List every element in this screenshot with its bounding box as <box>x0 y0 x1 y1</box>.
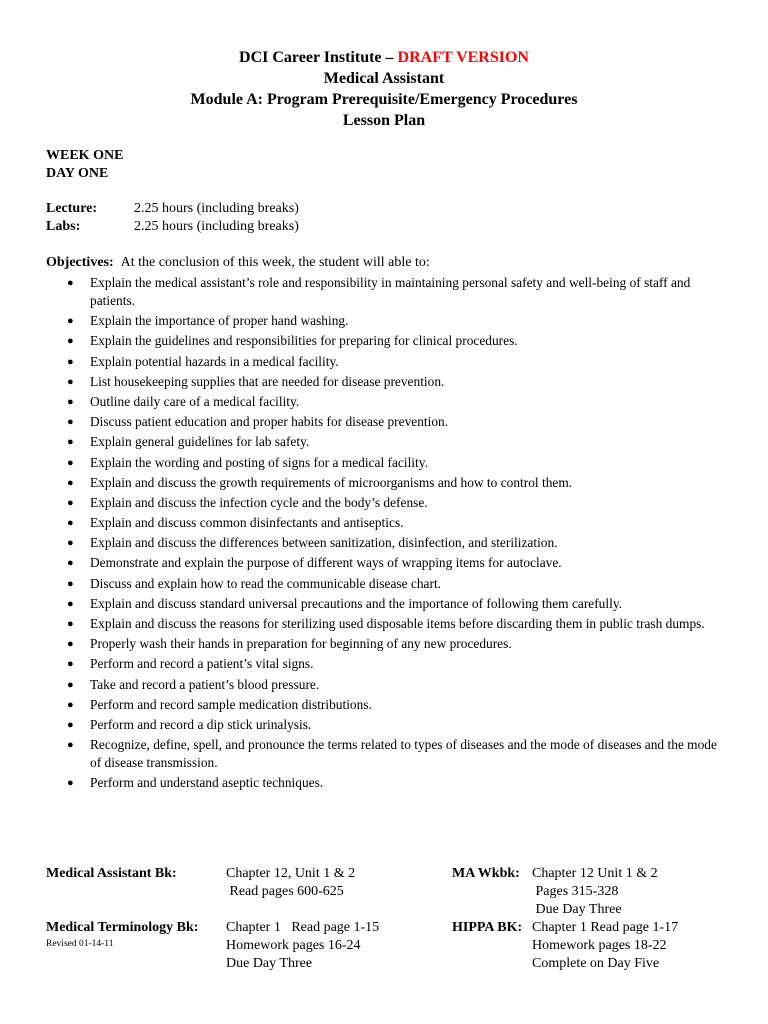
objective-text: Perform and understand aseptic techniques. <box>90 775 324 791</box>
medical-terminology-book-label: Medical Terminology Bk: <box>46 920 199 935</box>
bullet-icon: ● <box>67 277 74 289</box>
objective-text: Properly wash their hands in preparation for beginning of any new procedures. <box>90 636 512 652</box>
document-header <box>0 47 768 131</box>
ma-workbook-label: MA Wkbk: <box>452 866 520 881</box>
lecture-row <box>46 201 299 217</box>
bullet-icon: ● <box>67 476 74 489</box>
bullet-icon: ● <box>67 658 74 671</box>
institute-name: DCI Career Institute – <box>239 49 398 66</box>
labs-value: 2.25 hours (including breaks) <box>134 219 299 234</box>
bullet-icon: ● <box>67 335 74 348</box>
book-detail-line: Chapter 1 Read page 1-15 <box>226 920 380 935</box>
objectives-label: Objectives: <box>46 255 114 270</box>
hippa-book-label: HIPPA BK: <box>452 920 523 935</box>
labs-label: Labs: <box>46 219 81 234</box>
objective-item <box>46 514 726 532</box>
objective-text: Explain and discuss standard universal precautions and the importance of following them carefully. <box>90 595 622 611</box>
bullet-icon: ● <box>67 777 74 790</box>
objective-item <box>46 716 726 734</box>
objective-text: Perform and record sample medication distributions. <box>90 696 372 712</box>
bullet-icon: ● <box>67 577 74 590</box>
bullet-icon: ● <box>67 315 74 328</box>
book-detail-line: Pages 315-328 <box>532 884 619 899</box>
bullet-icon: ● <box>67 517 74 530</box>
bullet-icon: ● <box>67 416 74 429</box>
objective-text: Explain the importance of proper hand washing. <box>90 313 349 329</box>
objective-text: Explain and discuss the infection cycle and the body’s defense. <box>90 494 428 510</box>
objective-text: Recognize, define, spell, and pronounce the terms related to types of diseases and the mode of diseases and the mode of disease transmission. <box>90 737 717 771</box>
objective-item <box>46 615 726 633</box>
bullet-icon: ● <box>67 496 74 509</box>
objective-item <box>46 353 726 371</box>
book-detail-line: Due Day Three <box>532 902 622 917</box>
bullet-icon: ● <box>67 698 74 711</box>
objective-item <box>46 494 726 512</box>
objective-text: Explain and discuss the differences between sanitization, disinfection, and sterilization. <box>90 535 558 551</box>
objective-item <box>46 676 726 694</box>
hippa-book-details <box>532 919 678 973</box>
day-heading: DAY ONE <box>46 166 109 181</box>
objective-item <box>46 393 726 411</box>
bullet-icon: ● <box>67 618 74 630</box>
objectives-list <box>46 274 726 795</box>
bullet-icon: ● <box>67 597 74 610</box>
objective-text: Explain the wording and posting of signs for a medical facility. <box>90 454 428 470</box>
draft-version-label: DRAFT VERSION <box>397 49 529 66</box>
program-title: Medical Assistant <box>323 70 445 87</box>
medical-assistant-book-details <box>226 865 355 901</box>
medical-assistant-book-label: Medical Assistant Bk: <box>46 866 177 881</box>
objective-item <box>46 595 726 613</box>
objective-text: Explain and discuss the growth requirements of microorganisms and how to control them. <box>90 474 573 490</box>
bullet-icon: ● <box>67 678 74 691</box>
objective-text: Discuss and explain how to read the communicable disease chart. <box>90 575 442 591</box>
objective-item <box>46 274 726 310</box>
objective-item <box>46 696 726 714</box>
objective-text: Explain general guidelines for lab safety. <box>90 434 310 450</box>
bullet-icon: ● <box>67 557 74 570</box>
objective-text: List housekeeping supplies that are needed for disease prevention. <box>90 373 445 389</box>
objective-item <box>46 332 726 350</box>
objectives-heading <box>46 255 430 271</box>
week-heading: WEEK ONE <box>46 148 124 163</box>
module-title: Module A: Program Prerequisite/Emergency Procedures <box>190 91 578 108</box>
book-detail-line: Chapter 1 Read page 1-17 <box>532 920 679 935</box>
objective-item <box>46 655 726 673</box>
book-detail-line: Homework pages 18-22 <box>532 938 667 953</box>
bullet-icon: ● <box>67 537 74 550</box>
book-detail-line: Chapter 12, Unit 1 & 2 <box>226 866 356 881</box>
revision-date: Revised 01-14-11 <box>46 939 114 949</box>
bullet-icon: ● <box>67 739 74 752</box>
objective-item <box>46 474 726 492</box>
book-detail-line: Homework pages 16-24 <box>226 938 361 953</box>
labs-row <box>46 219 299 235</box>
objective-item <box>46 433 726 451</box>
objective-item <box>46 774 726 792</box>
objective-item <box>46 534 726 552</box>
objective-text: Explain the guidelines and responsibilities for preparing for clinical procedures. <box>90 333 518 349</box>
book-detail-line: Due Day Three <box>226 956 313 971</box>
bullet-icon: ● <box>67 395 74 408</box>
objective-text: Explain potential hazards in a medical facility. <box>90 353 339 369</box>
objective-item <box>46 554 726 572</box>
objective-text: Explain and discuss the reasons for sterilizing used disposable items before discarding them in public trash dumps. <box>90 616 705 631</box>
lecture-value: 2.25 hours (including breaks) <box>134 201 299 216</box>
bullet-icon: ● <box>67 355 74 368</box>
objective-text: Outline daily care of a medical facility. <box>90 393 300 409</box>
book-detail-line: Chapter 12 Unit 1 & 2 <box>532 866 658 881</box>
objective-text: Perform and record a patient’s vital signs. <box>90 656 314 672</box>
objective-item <box>46 736 726 772</box>
bullet-icon: ● <box>67 436 74 449</box>
objective-text: Explain and discuss common disinfectants and antiseptics. <box>90 515 404 531</box>
objective-text: Perform and record a dip stick urinalysis. <box>90 716 312 732</box>
objective-item <box>46 575 726 593</box>
medical-terminology-book-details <box>226 919 379 973</box>
objectives-intro: At the conclusion of this week, the student will able to: <box>120 255 430 270</box>
ma-workbook-details <box>532 865 658 919</box>
objective-item <box>46 373 726 391</box>
doc-type-title: Lesson Plan <box>342 112 426 129</box>
bullet-icon: ● <box>67 718 74 731</box>
objective-text: Explain the medical assistant’s role and responsibility in maintaining personal safety and well-being of staff and patients. <box>90 275 691 308</box>
lecture-label: Lecture: <box>46 201 98 216</box>
objective-item <box>46 635 726 653</box>
institute-title-line <box>0 47 768 68</box>
book-detail-line: Read pages 600-625 <box>226 884 344 899</box>
bullet-icon: ● <box>67 375 74 388</box>
book-detail-line: Complete on Day Five <box>532 956 660 971</box>
objective-item <box>46 312 726 330</box>
objective-text: Demonstrate and explain the purpose of different ways of wrapping items for autoclave. <box>90 555 562 571</box>
objective-text: Discuss patient education and proper habits for disease prevention. <box>90 414 449 430</box>
objective-item <box>46 413 726 431</box>
objective-text: Take and record a patient’s blood pressure. <box>90 676 320 692</box>
bullet-icon: ● <box>67 456 74 469</box>
objective-item <box>46 454 726 472</box>
bullet-icon: ● <box>67 638 74 651</box>
